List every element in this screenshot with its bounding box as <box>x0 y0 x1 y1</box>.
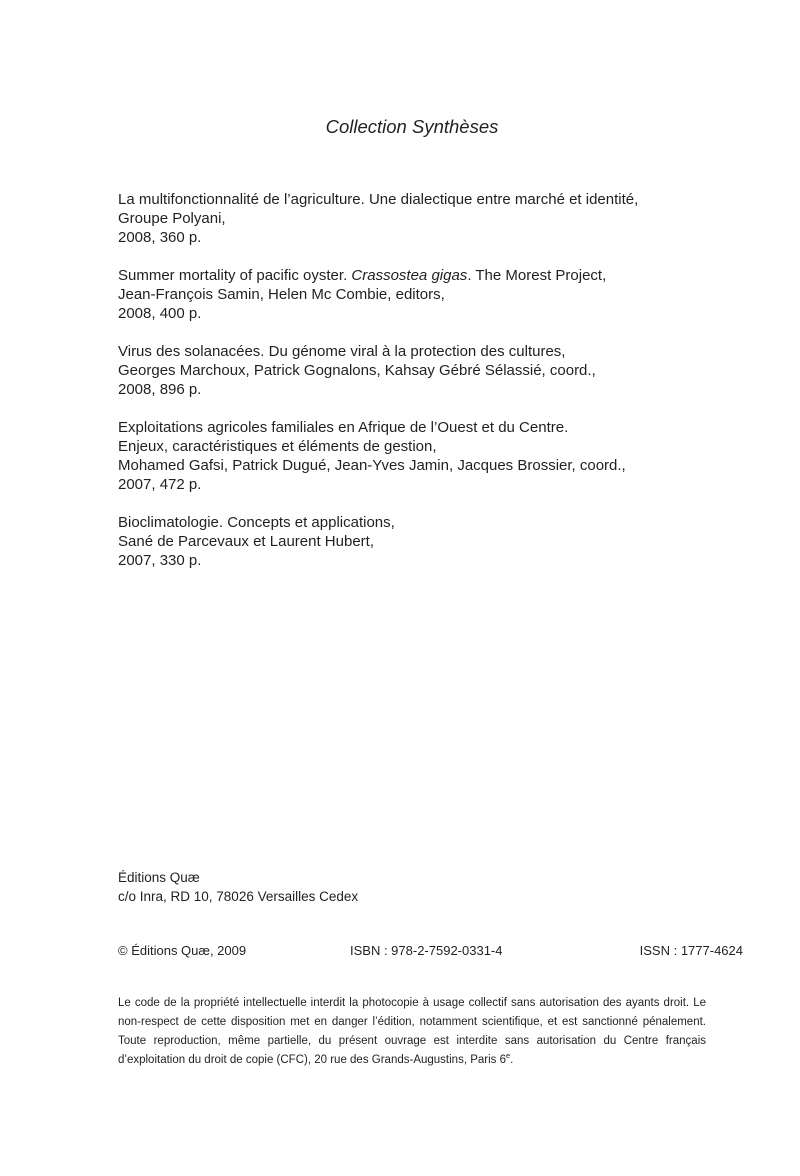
book-title: La multifonctionnalité de l’agriculture. Une dialectique entre marché et identité, <box>118 191 639 208</box>
legal-notice <box>118 994 706 1070</box>
book-entry <box>118 513 706 570</box>
book-entry <box>118 190 706 247</box>
book-title: Bioclimatologie. Concepts et applications, <box>118 514 395 531</box>
book-title-text: Summer mortality of pacific oyster. <box>118 267 352 284</box>
book-publication-info: 2007, 472 p. <box>118 476 202 493</box>
legal-notice-line: Le code de la propriété intellectuelle interdit la photocopie à usage collectif sans autorisation des ayants droit. Le <box>118 997 706 1009</box>
book-authors: Mohamed Gafsi, Patrick Dugué, Jean-Yves Jamin, Jacques Brossier, coord., <box>118 457 626 474</box>
book-entry <box>118 266 706 323</box>
book-title-species-name: Crassostea gigas <box>351 267 468 284</box>
book-publication-info: 2008, 360 p. <box>118 229 202 246</box>
publisher-block <box>118 868 358 906</box>
book-publication-info: 2008, 400 p. <box>118 305 202 322</box>
identifiers-row <box>118 941 743 960</box>
legal-notice-line <box>118 1051 706 1070</box>
book-title: Exploitations agricoles familiales en Afrique de l’Ouest et du Centre. <box>118 419 569 436</box>
book-subtitle: Enjeux, caractéristiques et éléments de gestion, <box>118 438 437 455</box>
ordinal-superscript: e <box>506 1051 511 1061</box>
publisher-address: c/o Inra, RD 10, 78026 Versailles Cedex <box>118 889 359 904</box>
collection-title: Collection Synthèses <box>325 116 499 137</box>
book-authors: Sané de Parcevaux et Laurent Hubert, <box>118 533 374 550</box>
book-authors: Jean-François Samin, Helen Mc Combie, editors, <box>118 286 445 303</box>
book-title <box>118 266 706 285</box>
book-publication-info: 2008, 896 p. <box>118 381 202 398</box>
legal-notice-line: Toute reproduction, même partielle, du présent ouvrage est interdite sans autorisation du Centre français <box>118 1035 706 1047</box>
isbn-number: ISBN : 978-2-7592-0331-4 <box>350 943 503 958</box>
copyright-notice: © Éditions Quæ, 2009 <box>118 943 247 958</box>
book-authors: Georges Marchoux, Patrick Gognalons, Kahsay Gébré Sélassié, coord., <box>118 362 596 379</box>
legal-notice-last-text: d’exploitation du droit de copie (CFC), 20 rue des Grands-Augustins, Paris 6 <box>118 1054 507 1066</box>
book-entry <box>118 418 706 494</box>
collection-book-list <box>118 190 706 589</box>
book-authors: Groupe Polyani, <box>118 210 226 227</box>
issn-number: ISSN : 1777-4624 <box>639 943 743 958</box>
book-publication-info: 2007, 330 p. <box>118 552 202 569</box>
publisher-name: Éditions Quæ <box>118 870 200 885</box>
legal-notice-period: . <box>510 1054 514 1066</box>
book-entry <box>118 342 706 399</box>
book-title: Virus des solanacées. Du génome viral à la protection des cultures, <box>118 343 566 360</box>
book-title-text-end: . The Morest Project, <box>467 267 607 284</box>
legal-notice-line: non-respect de cette disposition met en danger l’édition, notamment scientifique, et est sanctionné pénalement. <box>118 1016 706 1028</box>
